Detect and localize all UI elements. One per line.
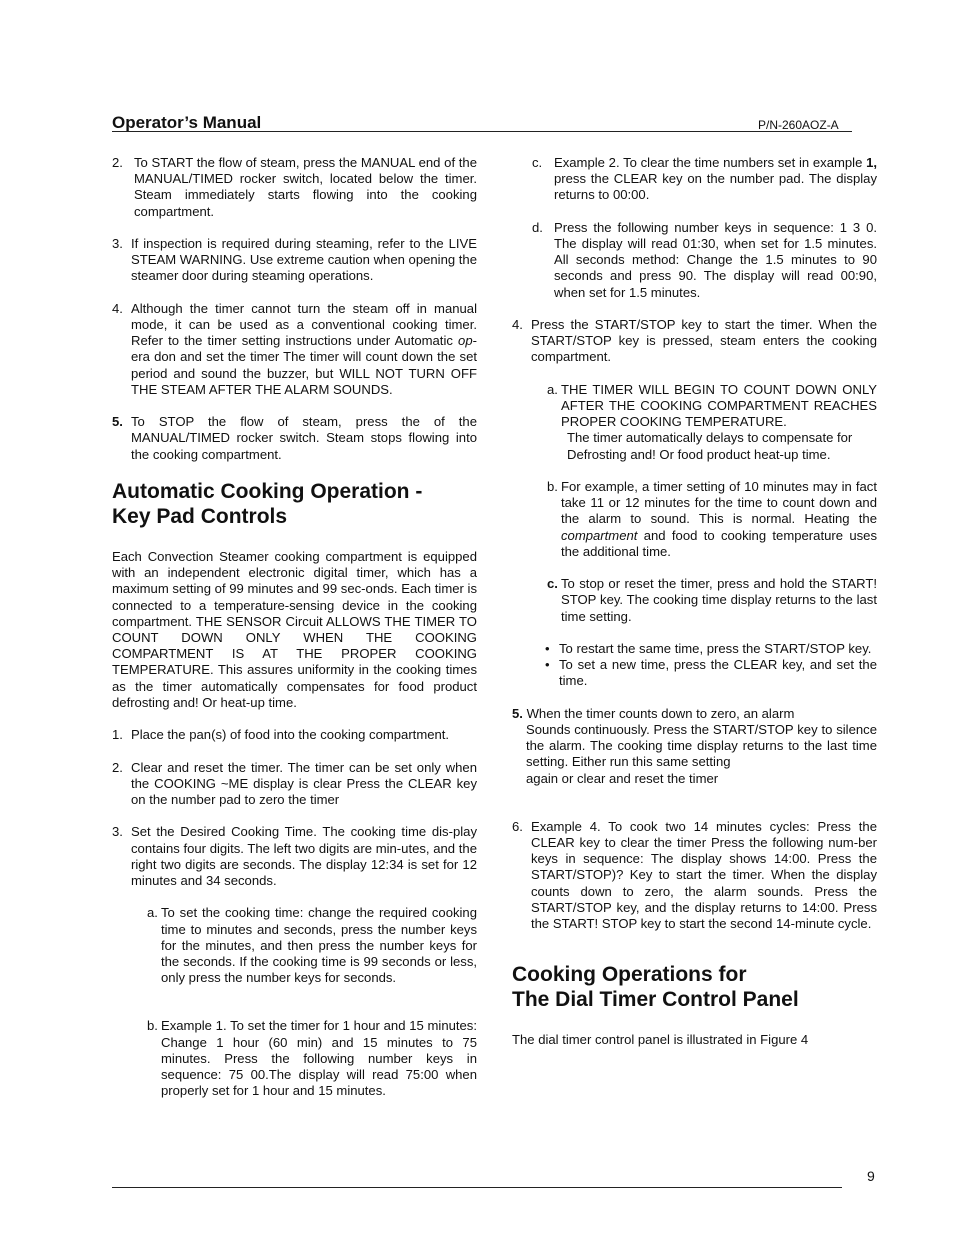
list-text: To set a new time, press the CLEAR key, and set the time. <box>559 657 877 689</box>
part-number: P/N-260AOZ-A <box>758 118 839 132</box>
bullet-mark: • <box>545 657 550 673</box>
list-number: 4. <box>112 300 123 316</box>
list-text: To STOP the flow of steam, press the of the MANUAL/TIMED rocker switch. Steam stops flowing into the cooking compartment. <box>131 414 477 462</box>
list-number: 6. <box>512 818 523 834</box>
bullet-list <box>545 641 877 690</box>
list-text-bold: 1, <box>866 155 877 170</box>
bullet-item <box>545 641 877 657</box>
auto-step-4a <box>547 382 877 463</box>
header-rule <box>112 131 852 132</box>
auto-step-3d <box>532 220 877 301</box>
list-text-italic: compartment <box>561 527 638 543</box>
heading-line: Cooking Operations for <box>512 963 747 987</box>
right-column <box>512 155 877 1065</box>
list-text: -era don and set the timer The timer will count down the set period and sound the buzzer, but WILL NOT TURN OFF THE STEAM AFTER THE ALARM SOUNDS. <box>131 333 477 397</box>
intro-paragraph: Each Convection Steamer cooking compartment is equipped with an independent electronic digital timer, which has a maximum setting of 99 minutes and 99 sec-onds. Each timer is connected to a temperature-sensing device in the cooking compartment. THE SENSOR Circuit ALLOWS THE TIMER TO COUNT DOWN ONLY WHEN THE COOKING COMPARTMENT IS AT THE PROPER COOKING TEMPERATURE. This assures uniformity in the cooking times as the timer automatically compensates for food product defrosting and! Or heat-up time. <box>112 549 477 710</box>
auto-step-3a <box>147 905 477 986</box>
list-text: If inspection is required during steaming, refer to the LIVE STEAM WARNING. Use extreme caution when opening the steamer door during steaming operations. <box>131 236 477 284</box>
footer-rule <box>112 1187 842 1188</box>
list-text: Example 2. To clear the time numbers set in example <box>554 155 867 170</box>
list-text: Press the following number keys in sequence: 1 3 0. The display will read 01:30, when set for 1.5 minutes. All seconds method: Change the 1.5 minutes to 90 seconds and press 90. The display will read 00:90, when set for 1.5 minutes. <box>554 219 877 300</box>
list-letter: a. <box>547 381 558 397</box>
auto-step-1 <box>112 727 477 743</box>
manual-step-4 <box>112 301 477 398</box>
list-letter: c. <box>547 576 558 592</box>
list-text-italic: op <box>458 333 473 349</box>
manual-step-5 <box>112 414 477 463</box>
heading-line: The Dial Timer Control Panel <box>512 988 799 1012</box>
list-number: 3. <box>112 236 123 251</box>
list-text: press the CLEAR key on the number pad. The display returns to 00:00. <box>554 171 877 203</box>
list-letter: c. <box>532 155 543 170</box>
list-letter: b. <box>547 479 558 494</box>
bullet-item <box>545 657 877 689</box>
list-number: 4. <box>512 317 523 332</box>
auto-step-5 <box>512 706 877 787</box>
list-text: and food to cooking temperature uses the additional time. <box>561 527 877 559</box>
list-note: The timer automatically delays to compensate for Defrosting and! Or food product heat-up time. <box>567 430 853 462</box>
list-text: Clear and reset the timer. The timer can be set only when the COOKING ~ME display is clear Press the CLEAR key on the number pad to zero the timer <box>131 759 477 808</box>
list-letter: d. <box>532 219 543 235</box>
list-number: 1. <box>112 727 123 743</box>
list-text: again or clear and reset the timer <box>526 770 719 786</box>
list-text: Although the timer cannot turn the steam off in manual mode, it can be used as a conventional cooking timer. Refer to the timer setting instructions under Automatic <box>131 300 477 349</box>
auto-step-4 <box>512 317 877 366</box>
manual-step-3 <box>112 236 477 285</box>
auto-step-3 <box>112 824 477 889</box>
list-text: Set the Desired Cooking Time. The cooking time dis-play contains four digits. The left two digits are min-utes, and the right two digits are seconds. The display 12:34 is set for 12 minutes and 34 seconds. <box>131 824 477 889</box>
auto-step-3b <box>147 1018 477 1099</box>
list-text: To stop or reset the timer, press and hold the START! STOP key. The cooking time display returns to the last time setting. <box>561 576 877 624</box>
heading-line: Automatic Cooking Operation - <box>112 480 423 503</box>
list-text: Example 1. To set the timer for 1 hour and 15 minutes: Change 1 hour (60 min) and 15 minutes to 75 minutes. Press the following number keys in sequence: 75 00.The display will read 75:00 when properly set for 1 hour and 15 minutes. <box>161 1018 477 1099</box>
list-number: 2. <box>112 759 123 775</box>
auto-step-6 <box>512 819 877 932</box>
auto-step-2 <box>112 760 477 809</box>
list-text: THE TIMER WILL BEGIN TO COUNT DOWN ONLY AFTER THE COOKING COMPARTMENT REACHES PROPER COOKING TEMPERATURE. <box>561 381 877 430</box>
list-text: To set the cooking time: change the required cooking time to minutes and seconds, press the number keys for the minutes, and then press the number keys for the seconds. If the cooking time is 99 seconds or less, only press the number keys for seconds. <box>161 905 477 986</box>
list-text: When the timer counts down to zero, an alarm <box>526 705 795 721</box>
bullet-mark: • <box>545 641 550 656</box>
dial-paragraph: The dial timer control panel is illustrated in Figure 4 <box>512 1032 809 1048</box>
list-number: 2. <box>112 155 123 170</box>
auto-step-3c <box>532 155 877 204</box>
list-text: Press the START/STOP key to start the timer. When the START/STOP key is pressed, steam enters the cooking compartment. <box>531 317 877 365</box>
section-heading-automatic <box>112 479 477 529</box>
list-text: To START the flow of steam, press the MANUAL end of the MANUAL/TIMED rocker switch, located below the timer. Steam immediately starts flowing into the cooking compartment. <box>134 155 477 219</box>
list-text: Example 4. To cook two 14 minutes cycles: Press the CLEAR key to clear the timer Press the following num-ber keys in sequence: The display shows 14:00. Press the START/STOP)? Key to start the timer. When the display counts down to zero, the alarm sounds. Press the START/STOP key, and the display returns to 14:00. Press the START! STOP key to start the second 14-minute cycle. <box>531 818 877 932</box>
list-text: Sounds continuously. Press the START/STOP key to silence the alarm. The cooking time display returns to the last time setting. Either run this same setting <box>526 722 877 770</box>
list-text: Place the pan(s) of food into the cooking compartment. <box>131 727 450 743</box>
left-column <box>112 155 477 1116</box>
auto-step-4c <box>547 576 877 625</box>
page-number: 9 <box>867 1168 875 1184</box>
heading-line: Key Pad Controls <box>112 505 288 528</box>
page-header-title: Operator’s Manual <box>112 113 262 132</box>
list-letter: b. <box>147 1018 158 1034</box>
manual-step-2 <box>112 155 477 220</box>
auto-step-4b <box>547 479 877 560</box>
list-letter: a. <box>147 905 158 921</box>
list-number: 5. <box>112 414 123 430</box>
list-number: 5. <box>512 705 523 721</box>
list-number: 3. <box>112 824 123 840</box>
list-text: To restart the same time, press the START/STOP key. <box>559 641 872 656</box>
section-heading-dial <box>512 962 877 1012</box>
list-text: For example, a timer setting of 10 minutes may in fact take 11 or 12 minutes for the time to count down and the alarm to sound. This is normal. Heating the <box>561 479 877 527</box>
